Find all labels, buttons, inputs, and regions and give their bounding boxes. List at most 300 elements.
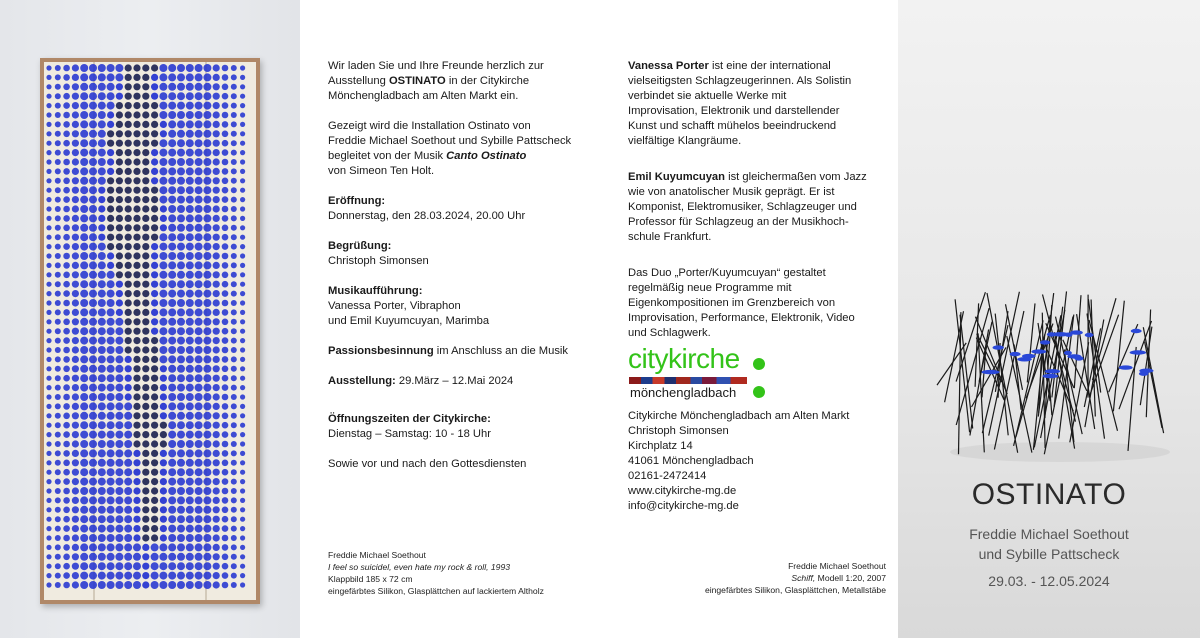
glass-dot: [142, 487, 149, 494]
cover-artist-1: Freddie Michael Soethout: [969, 526, 1129, 542]
glass-dot: [231, 225, 237, 231]
welcome-label: Begrüßung:: [328, 240, 392, 252]
glass-dot: [213, 290, 220, 297]
glass-dot: [142, 440, 149, 447]
glass-dot: [107, 365, 115, 373]
glass-dot: [177, 327, 185, 335]
glass-dot: [213, 187, 220, 194]
glass-dot: [107, 374, 115, 382]
glass-dot: [240, 404, 245, 409]
glass-dot: [63, 478, 70, 485]
glass-dot: [186, 337, 194, 345]
glass-dot: [72, 140, 79, 147]
glass-dot: [159, 261, 167, 269]
glass-dot: [107, 130, 114, 137]
glass-dot: [231, 140, 237, 146]
glass-dot: [125, 346, 132, 353]
glass-dot: [222, 375, 229, 382]
glass-dot: [231, 244, 237, 250]
glass-dot: [46, 573, 51, 578]
glass-dot: [89, 440, 97, 448]
glass-dot: [89, 431, 97, 439]
glass-dot: [159, 177, 167, 185]
glass-dot: [160, 205, 167, 212]
glass-dot: [46, 197, 51, 202]
glass-dot: [46, 441, 51, 446]
glass-dot: [116, 177, 123, 184]
glass-dot: [72, 271, 79, 278]
glass-dot: [124, 487, 132, 495]
glass-dot: [107, 421, 115, 429]
vp-line-4: Improvisation, Elektronik und darstellender: [628, 105, 840, 117]
glass-dot: [46, 84, 51, 89]
glass-dot: [222, 525, 229, 532]
glass-dot: [213, 64, 220, 71]
glass-dot: [46, 329, 51, 334]
glass-dot: [80, 243, 88, 251]
glass-dot: [231, 516, 237, 522]
glass-dot: [72, 318, 79, 325]
glass-dot: [186, 102, 194, 110]
glass-dot: [159, 243, 167, 251]
glass-dot: [89, 525, 97, 533]
glass-dot: [222, 262, 229, 269]
glass-dot: [133, 168, 140, 175]
glass-dot: [63, 74, 70, 81]
glass-dot: [195, 102, 203, 110]
glass-dot: [46, 432, 51, 437]
glass-dot: [142, 365, 149, 372]
glass-dot: [168, 327, 176, 335]
glass-dot: [98, 374, 106, 382]
glass-dot: [222, 488, 229, 495]
glass-dot: [63, 347, 70, 354]
glass-dot: [107, 468, 115, 476]
glass-dot: [115, 478, 123, 486]
glass-dot: [213, 450, 220, 457]
glass-dot: [98, 261, 106, 269]
glass-dot: [222, 413, 229, 420]
glass-dot: [80, 290, 88, 298]
website-link[interactable]: www.citykirche-mg.de: [628, 485, 737, 497]
glass-dot: [107, 224, 114, 231]
glass-dot: [142, 318, 149, 325]
glass-dot: [72, 534, 79, 541]
glass-dot: [46, 357, 51, 362]
glass-dot: [55, 187, 61, 193]
glass-dot: [107, 572, 115, 580]
glass-dot: [168, 553, 176, 561]
glass-dot: [222, 243, 229, 250]
glass-dot: [195, 412, 203, 420]
glass-dot: [168, 233, 176, 241]
glass-dot: [89, 318, 97, 326]
contact-block: [628, 409, 890, 514]
glass-dot: [46, 319, 51, 324]
glass-dot: [203, 459, 211, 467]
glass-dot: [240, 253, 245, 258]
glass-dot: [186, 478, 194, 486]
glass-dot: [168, 468, 176, 476]
glass-disc: [1040, 340, 1050, 344]
glass-dot: [177, 459, 185, 467]
glass-dot: [80, 92, 88, 100]
glass-dot: [177, 421, 185, 429]
glass-dot: [46, 498, 51, 503]
metal-rod: [1128, 347, 1136, 451]
glass-dot: [240, 169, 245, 174]
glass-dot: [151, 290, 158, 297]
glass-dot: [107, 92, 115, 100]
glass-dot: [177, 205, 185, 213]
glass-dot: [107, 543, 115, 551]
glass-dot: [72, 262, 79, 269]
glass-dot: [125, 168, 132, 175]
glass-dot: [240, 479, 245, 484]
glass-dot: [186, 205, 194, 213]
glass-dot: [240, 131, 245, 136]
glass-dot: [72, 487, 79, 494]
glass-dot: [203, 506, 211, 514]
glass-dot: [240, 103, 245, 108]
glass-dot: [231, 215, 237, 221]
glass-dot: [160, 497, 167, 504]
glass-dot: [55, 347, 61, 353]
glass-dot: [115, 73, 123, 81]
glass-dot: [222, 337, 229, 344]
glass-dot: [80, 299, 88, 307]
glass-dot: [80, 205, 88, 213]
glass-dot: [124, 402, 132, 410]
glass-dot: [203, 120, 211, 128]
glass-dot: [142, 299, 149, 306]
glass-dot: [55, 253, 61, 259]
glass-dot: [151, 337, 158, 344]
glass-dot: [186, 393, 194, 401]
glass-dot: [89, 243, 97, 251]
glass-dot: [98, 337, 106, 345]
glass-dot: [142, 168, 149, 175]
glass-dot: [186, 149, 194, 157]
glass-dot: [168, 562, 176, 570]
glass-dot: [159, 543, 167, 551]
glass-dot: [195, 299, 203, 307]
glass-dot: [72, 365, 79, 372]
glass-dot: [89, 562, 97, 570]
glass-dot: [116, 158, 123, 165]
install-line-1: Gezeigt wird die Installation Ostinato von: [328, 120, 531, 132]
glass-dot: [63, 234, 70, 241]
glass-dot: [195, 553, 203, 561]
glass-dot: [72, 121, 79, 128]
glass-dot: [203, 355, 211, 363]
invitation-text: [328, 59, 588, 487]
glass-dot: [177, 299, 185, 307]
glass-dot: [168, 158, 176, 166]
glass-dot: [168, 120, 176, 128]
glass-dot: [168, 224, 176, 232]
glass-dot: [98, 543, 106, 551]
glass-dot: [159, 139, 167, 147]
glass-dot: [98, 299, 106, 307]
glass-dot: [213, 111, 220, 118]
glass-dot: [222, 497, 229, 504]
glass-dot: [63, 394, 70, 401]
glass-dot: [98, 384, 106, 392]
glass-dot: [168, 412, 176, 420]
glass-dot: [115, 506, 123, 514]
glass-dot: [213, 158, 220, 165]
glass-dot: [151, 224, 158, 231]
glass-dot: [195, 393, 203, 401]
glass-dot: [231, 450, 237, 456]
glass-dot: [72, 74, 79, 81]
glass-dot: [151, 187, 158, 194]
glass-dot: [203, 478, 211, 486]
glass-dot: [159, 83, 167, 91]
glass-dot: [125, 243, 132, 250]
glass-dot: [124, 562, 132, 570]
glass-dot: [107, 64, 115, 72]
email-link[interactable]: info@citykirche-mg.de: [628, 500, 739, 512]
glass-disc: [1131, 329, 1142, 333]
glass-dot: [46, 507, 51, 512]
glass-dot: [89, 534, 97, 542]
glass-dot: [186, 271, 194, 279]
glass-dot: [124, 468, 132, 476]
glass-dot: [46, 394, 51, 399]
glass-dot: [63, 102, 70, 109]
glass-dot: [222, 65, 229, 72]
glass-dot: [231, 385, 237, 391]
glass-dot: [195, 252, 203, 260]
glass-dot: [55, 74, 61, 80]
glass-dot: [222, 403, 229, 410]
glass-dot: [63, 544, 70, 551]
glass-dot: [195, 506, 203, 514]
glass-dot: [46, 479, 51, 484]
glass-dot: [177, 581, 185, 589]
sculpture-shadow: [950, 442, 1170, 462]
glass-dot: [222, 225, 229, 232]
glass-dot: [203, 562, 211, 570]
glass-dot: [203, 365, 211, 373]
glass-dot: [177, 365, 185, 373]
glass-dot: [151, 572, 159, 580]
glass-dot: [55, 159, 61, 165]
glass-dot: [125, 196, 132, 203]
glass-dot: [222, 319, 229, 326]
glass-dot: [116, 83, 123, 90]
glass-dot: [133, 469, 140, 476]
glass-dot: [240, 441, 245, 446]
glass-dot: [142, 553, 149, 560]
glass-dot: [160, 422, 167, 429]
glass-dot: [231, 479, 237, 485]
glass-dot: [213, 440, 220, 447]
glass-dot: [46, 272, 51, 277]
glass-dot: [98, 412, 106, 420]
glass-dot: [186, 186, 194, 194]
glass-dot: [168, 252, 176, 260]
glass-dot: [195, 468, 203, 476]
glass-dot: [142, 140, 149, 147]
glass-dot: [55, 413, 61, 419]
glass-dot: [213, 252, 220, 259]
glass-dot: [63, 140, 70, 147]
glass-dot: [203, 468, 211, 476]
glass-dot: [55, 84, 61, 90]
glass-dot: [240, 84, 245, 89]
cover-artists: [898, 524, 1200, 564]
glass-dot: [63, 554, 70, 561]
glass-dot: [151, 459, 158, 466]
sculpture-caption: [705, 560, 886, 596]
glass-dot: [177, 308, 185, 316]
glass-dot: [125, 309, 132, 316]
glass-dot: [63, 196, 70, 203]
glass-dot: [222, 394, 229, 401]
glass-dot: [133, 196, 140, 203]
exhibition-value: 29.März – 12.Mai 2024: [395, 375, 514, 387]
glass-dot: [63, 337, 70, 344]
glass-dot: [98, 553, 106, 561]
glass-dot: [98, 421, 106, 429]
glass-dot: [89, 412, 97, 420]
glass-dot: [124, 449, 132, 457]
glass-dot: [89, 130, 97, 138]
glass-dot: [133, 205, 140, 212]
glass-dot: [107, 515, 115, 523]
glass-dot: [213, 459, 220, 466]
glass-dot: [213, 553, 220, 560]
hours-extra: Sowie vor und nach den Gottesdiensten: [328, 458, 527, 470]
glass-dot: [133, 252, 140, 259]
glass-dot: [222, 102, 229, 109]
glass-dot: [107, 431, 115, 439]
glass-dot: [80, 572, 88, 580]
glass-dot: [89, 543, 97, 551]
glass-dot: [46, 545, 51, 550]
glass-dot: [186, 167, 194, 175]
glass-dot: [186, 365, 194, 373]
glass-dot: [240, 235, 245, 240]
glass-dot: [63, 366, 70, 373]
glass-dot: [125, 252, 132, 259]
glass-dot: [55, 573, 61, 579]
glass-dot: [222, 469, 229, 476]
opening-label: Eröffnung:: [328, 195, 386, 207]
glass-dot: [168, 365, 176, 373]
glass-dot: [213, 168, 220, 175]
glass-dot: [133, 375, 140, 382]
glass-dot: [89, 487, 97, 495]
glass-dot: [116, 252, 123, 259]
glass-dot: [151, 543, 159, 551]
glass-dot: [133, 440, 140, 447]
glass-dot: [125, 290, 132, 297]
glass-dot: [203, 553, 211, 561]
glass-dot: [89, 337, 97, 345]
glass-dot: [55, 281, 61, 287]
glass-dot: [46, 488, 51, 493]
glass-dot: [124, 543, 132, 551]
glass-dot: [231, 121, 237, 127]
glass-dot: [222, 253, 229, 260]
glass-dot: [80, 402, 88, 410]
glass-dot: [98, 365, 106, 373]
glass-dot: [72, 224, 79, 231]
glass-dot: [107, 177, 114, 184]
glass-dot: [222, 544, 229, 551]
glass-dot: [115, 459, 123, 467]
glass-dot: [222, 563, 229, 570]
glass-dot: [63, 488, 70, 495]
glass-dot: [80, 177, 88, 185]
glass-dot: [46, 65, 51, 70]
glass-dot: [160, 412, 167, 419]
glass-dot: [222, 131, 229, 138]
glass-dot: [240, 338, 245, 343]
glass-dot: [168, 478, 176, 486]
glass-dot: [160, 365, 167, 372]
glass-dot: [124, 515, 132, 523]
glass-dot: [55, 460, 61, 466]
glass-dot: [63, 149, 70, 156]
glass-dot: [72, 563, 79, 570]
glass-dot: [107, 318, 115, 326]
glass-dot: [151, 431, 158, 438]
sculpture-caption-material: eingefärbtes Silikon, Glasplättchen, Metallstäbe: [704, 585, 886, 595]
glass-dot: [142, 346, 149, 353]
glass-dot: [55, 366, 61, 372]
glass-dot: [168, 459, 176, 467]
artwork-panel: [0, 0, 300, 638]
glass-dot: [222, 347, 229, 354]
glass-dot: [115, 402, 123, 410]
glass-dot: [133, 525, 140, 532]
glass-dot: [55, 168, 61, 174]
glass-dot: [142, 469, 149, 476]
glass-dot: [89, 327, 97, 335]
glass-dot: [133, 93, 140, 100]
glass-dot: [195, 233, 203, 241]
glass-dot: [98, 187, 105, 194]
glass-dot: [89, 506, 97, 514]
glass-dot: [222, 149, 229, 156]
glass-dot: [80, 271, 88, 279]
glass-dot: [89, 92, 97, 100]
glass-dot: [55, 554, 61, 560]
glass-dot: [231, 403, 237, 409]
glass-dot: [55, 225, 61, 231]
glass-dot: [124, 459, 132, 467]
glass-dot: [116, 215, 123, 222]
glass-dot: [195, 365, 203, 373]
glass-dot: [107, 215, 114, 222]
glass-dot: [72, 168, 79, 175]
glass-dot: [89, 83, 97, 91]
logo-window-strip: [629, 377, 747, 384]
glass-dot: [195, 478, 203, 486]
glass-dot: [72, 572, 79, 579]
glass-dot: [151, 562, 159, 570]
glass-dot: [240, 517, 245, 522]
vp-line-2: vielseitigsten Schlagzeugerinnen. Als Solistin: [628, 75, 852, 87]
glass-dot: [107, 562, 115, 570]
glass-dot: [107, 234, 114, 241]
glass-dot: [240, 65, 245, 70]
